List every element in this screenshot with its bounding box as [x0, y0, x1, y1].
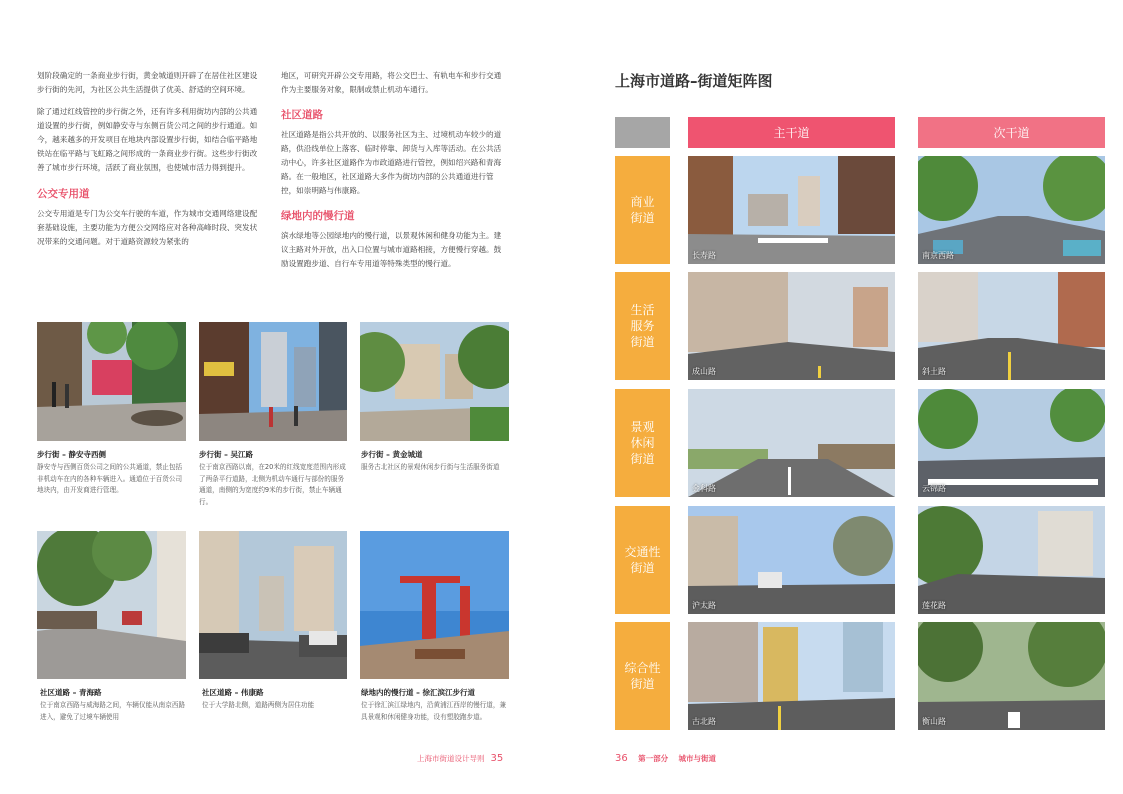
- caption-desc: 位于徐汇滨江绿地内，沿黄浦江西岸的慢行道，兼具景观和休闲健身功能，设有塑胶跑步道。: [361, 701, 507, 721]
- photo-caption: [199, 449, 349, 508]
- matrix-title: 上海市道路–街道矩阵图: [615, 72, 773, 90]
- section-heading-community-road: 社区道路: [281, 109, 323, 121]
- street-photo-xietu-road: [918, 272, 1105, 380]
- paragraph: 滨水绿地等公园绿地内的慢行道，以景观休闲和健身功能为主。建议主路对外开放，出入口位置与城市道路相接，方便慢行穿越。鼓励设置跑步道、自行车专用道等特殊类型的慢行道。: [281, 231, 502, 268]
- footer-title: 上海市街道设计导则: [417, 754, 485, 763]
- street-photo-hengshan-road: [918, 622, 1105, 730]
- caption-title: 绿地内的慢行道 – 徐汇滨江步行道: [361, 688, 475, 697]
- street-photo-jinke-road: [688, 389, 895, 497]
- row-header-comprehensive: 综合性 街道: [615, 622, 670, 730]
- photo-jingan-pedestrian: [37, 322, 186, 441]
- street-photo-gubei-road: [688, 622, 895, 730]
- section-heading-greenway: 绿地内的慢行道: [281, 210, 355, 222]
- column-header-secondary-road: 次干道: [918, 117, 1105, 148]
- street-name-label: 南京西路: [922, 251, 954, 260]
- paragraph: 公交专用道是专门为公交车行驶的车道，作为城市交通网络建设配套基础设施，主要功能为方便公交网络应对各种高峰时段、突发状况带来的交通问题。对于道路资源较为紧张的: [37, 209, 258, 246]
- paragraph: 地区，可研究开辟公交专用路，将公交巴士、有轨电车和步行交通作为主要服务对象，限制或禁止机动车通行。: [281, 71, 502, 94]
- page-number: 35: [490, 753, 504, 764]
- caption-title: 步行街 – 静安寺西侧: [37, 450, 106, 459]
- right-page-footer: [615, 753, 716, 764]
- photo-caption: [37, 449, 187, 497]
- paragraph: 除了通过红线管控的步行街之外，还有许多利用街坊内部的公共通道设置的步行街，例如静安寺与东侧百货公司之间的步行通道。如今，越来越多的开发项目在地块内部设置步行街，如结合临平路地铁站在临平路与飞虹路之间形成的一条商业步行街。这些步行街改善了城市步行环境，活跃了商业氛围，也使城市活力得到提升。: [37, 107, 258, 172]
- footer-section: 城市与街道: [678, 754, 717, 763]
- left-page-footer: [417, 753, 503, 764]
- text-column-2: [281, 69, 505, 271]
- photo-caption: [40, 687, 190, 723]
- row-header-commercial: 商业 街道: [615, 156, 670, 264]
- street-name-label: 沪太路: [692, 601, 716, 610]
- street-photo-lianhua-road: [918, 506, 1105, 614]
- caption-title: 社区道路 – 伟康路: [202, 688, 264, 697]
- row-header-landscape-leisure: 景观 休闲 街道: [615, 389, 670, 497]
- paragraph: 社区道路是指公共开放的、以服务社区为主、过境机动车较少的道路，供沿线单位上落客、临时停靠、卸货与入库等活动。在公共活动中心，许多社区道路作为市政道路进行管控，例如绍兴路和青海路。在一般地区，社区道路大多作为街坊内部的公共通道进行管控，如崇明路与伟康路。: [281, 130, 502, 195]
- photo-caption: [202, 687, 352, 712]
- street-name-label: 莲花路: [922, 601, 946, 610]
- photo-weikang-road: [199, 531, 347, 679]
- caption-title: 步行街 – 黄金城道: [361, 450, 423, 459]
- street-name-label: 金科路: [692, 484, 716, 493]
- footer-part: 第一部分: [638, 754, 669, 763]
- photo-golden-city-road: [360, 322, 509, 441]
- column-header-main-road: 主干道: [688, 117, 895, 148]
- photo-caption: [361, 687, 509, 723]
- photo-wujiang-road: [199, 322, 347, 441]
- street-photo-yunjin-road: [918, 389, 1105, 497]
- street-name-label: 成山路: [692, 367, 716, 376]
- street-photo-nanjing-west-road: [918, 156, 1105, 264]
- street-name-label: 衡山路: [922, 717, 946, 726]
- caption-title: 步行街 – 吴江路: [199, 450, 253, 459]
- street-name-label: 云锦路: [922, 484, 946, 493]
- street-photo-chengshan-road: [688, 272, 895, 380]
- caption-desc: 位于南京西路以南，在20米的红线宽度范围内形成了两条平行道路，北侧为机动车通行与部份的服务通道，南侧的为宽度约9米的步行街，禁止车辆通行。: [199, 463, 346, 506]
- caption-desc: 服务古北社区的景观休闲步行街与生活服务街道: [361, 463, 500, 471]
- section-heading-bus-lane: 公交专用道: [37, 188, 90, 200]
- matrix-corner: [615, 117, 670, 148]
- street-photo-hutai-road: [688, 506, 895, 614]
- caption-desc: 静安寺与西侧百货公司之间的公共通道，禁止包括非机动车在内的各种车辆进入。通道位于百货公司地块内，由开发商进行管理。: [37, 463, 183, 494]
- paragraph: 划阶段确定的一条商业步行街，黄金城道则开辟了在居住社区建设步行街的先河，为社区公共生活提供了优美、舒适的空间环境。: [37, 71, 258, 94]
- photo-xuhui-riverside: [360, 531, 509, 679]
- photo-qinghai-road: [37, 531, 186, 679]
- street-name-label: 古北路: [692, 717, 716, 726]
- street-name-label: 长寿路: [692, 251, 716, 260]
- row-header-traffic: 交通性 街道: [615, 506, 670, 614]
- caption-title: 社区道路 – 青海路: [40, 688, 102, 697]
- caption-desc: 位于大学路北侧，道路两侧为居住功能: [202, 701, 315, 709]
- caption-desc: 位于南京西路与威海路之间，车辆仅能从南京西路进入，避免了过境车辆使用: [40, 701, 186, 721]
- page-number: 36: [615, 753, 628, 764]
- text-column-1: [37, 69, 262, 249]
- row-header-life-service: 生活 服务 街道: [615, 272, 670, 380]
- photo-caption: [361, 449, 509, 474]
- street-photo-changshou-road: [688, 156, 895, 264]
- street-name-label: 斜土路: [922, 367, 946, 376]
